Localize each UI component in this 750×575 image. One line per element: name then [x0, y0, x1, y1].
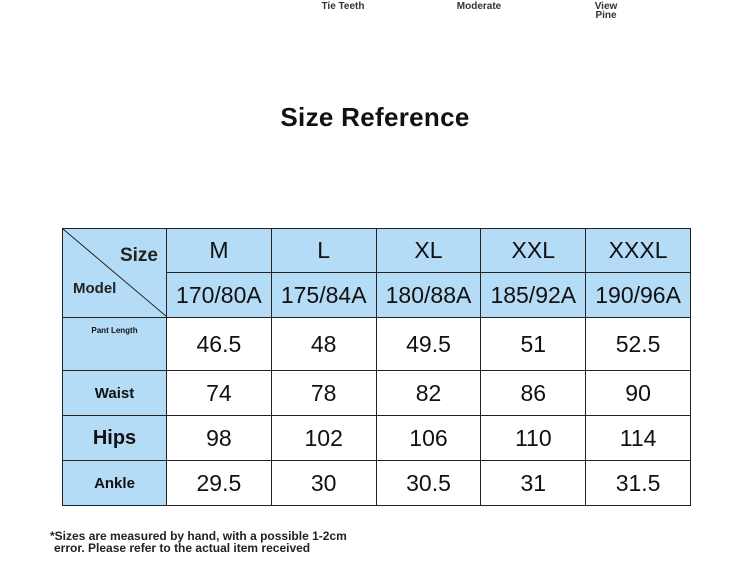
corner-cell — [63, 229, 167, 318]
size-header-row — [63, 229, 691, 273]
size-cell: L — [271, 229, 376, 273]
top-label-moderate: Moderate — [456, 1, 502, 12]
size-table — [62, 228, 691, 506]
table-cell: 52.5 — [586, 318, 691, 371]
model-cell: 180/88A — [376, 273, 481, 318]
table-cell: 29.5 — [167, 461, 272, 506]
table-cell: 30 — [271, 461, 376, 506]
table-cell: 48 — [271, 318, 376, 371]
model-cell: 185/92A — [481, 273, 586, 318]
table-cell: 78 — [271, 371, 376, 416]
table-cell: 102 — [271, 416, 376, 461]
size-cell: XL — [376, 229, 481, 273]
top-label-view: View — [594, 1, 618, 12]
table-cell: 74 — [167, 371, 272, 416]
size-cell: XXL — [481, 229, 586, 273]
table-cell: 49.5 — [376, 318, 481, 371]
page-title: Size Reference — [280, 102, 470, 132]
table-row-pant-length — [63, 318, 691, 371]
corner-model-label: Model — [73, 280, 117, 297]
table-cell: 106 — [376, 416, 481, 461]
size-cell: XXXL — [586, 229, 691, 273]
table-cell: 110 — [481, 416, 586, 461]
table-row-waist — [63, 371, 691, 416]
table-cell: 90 — [586, 371, 691, 416]
row-label-waist: Waist — [63, 371, 167, 416]
note-line-1: *Sizes are measured by hand, with a possible 1-2cm — [50, 529, 347, 543]
table-row-hips — [63, 416, 691, 461]
top-label-tie-teeth: Tie Teeth — [321, 1, 365, 12]
table-cell: 98 — [167, 416, 272, 461]
table-cell: 82 — [376, 371, 481, 416]
table-cell: 46.5 — [167, 318, 272, 371]
table-cell: 31.5 — [586, 461, 691, 506]
measurement-note — [50, 530, 347, 554]
table-cell: 51 — [481, 318, 586, 371]
row-label-hips: Hips — [63, 416, 167, 461]
table-cell: 114 — [586, 416, 691, 461]
corner-diagonal — [63, 229, 167, 317]
table-cell: 30.5 — [376, 461, 481, 506]
row-label-pant-length: Pant Length — [63, 318, 167, 371]
corner-size-label: Size — [119, 245, 158, 266]
note-line-2: error. Please refer to the actual item received — [54, 541, 311, 555]
size-cell: M — [167, 229, 272, 273]
table-cell: 86 — [481, 371, 586, 416]
table-cell: 31 — [481, 461, 586, 506]
model-cell: 170/80A — [167, 273, 272, 318]
top-label-view-pine — [584, 2, 628, 20]
top-label-pine: Pine — [595, 10, 617, 21]
model-cell: 190/96A — [586, 273, 691, 318]
model-cell: 175/84A — [271, 273, 376, 318]
row-label-ankle: Ankle — [63, 461, 167, 506]
table-row-ankle — [63, 461, 691, 506]
